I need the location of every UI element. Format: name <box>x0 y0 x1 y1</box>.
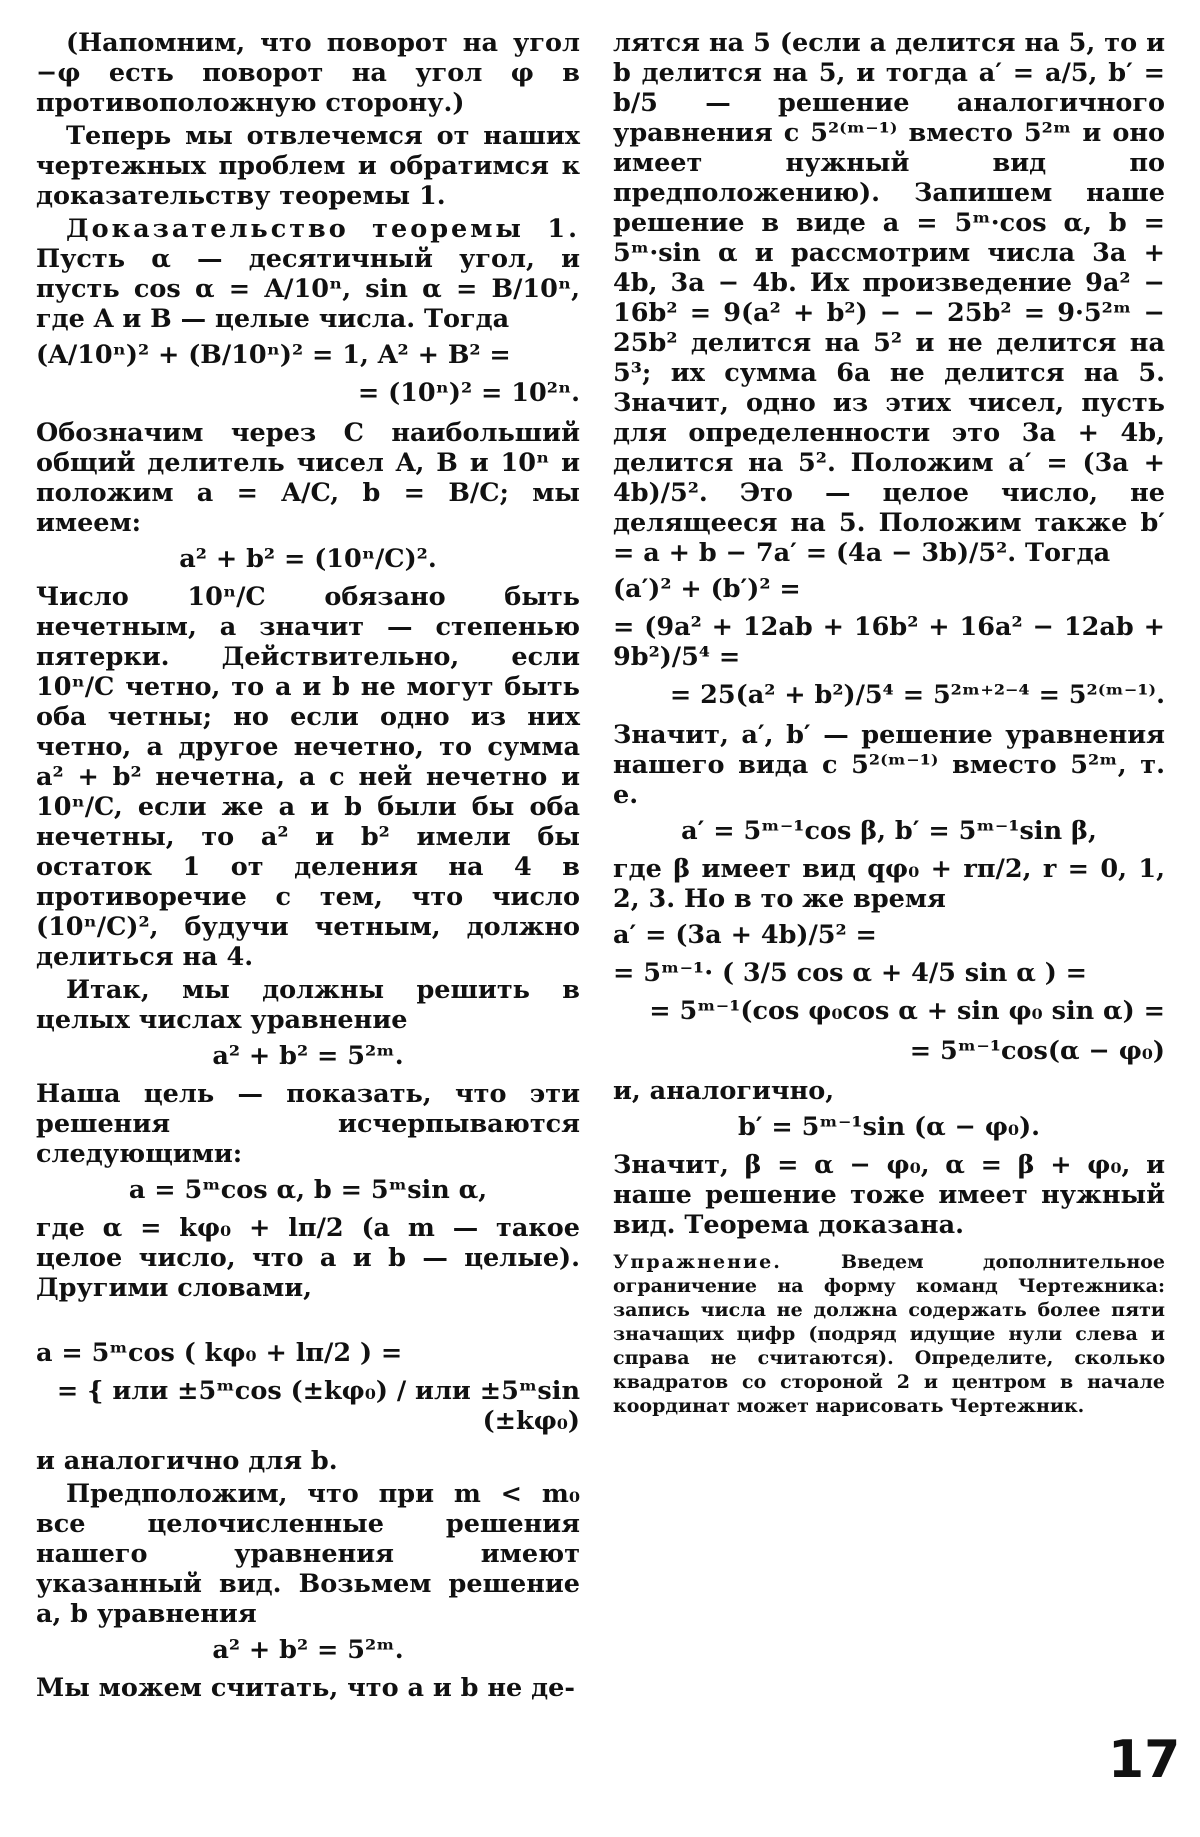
paragraph: и аналогично для b. <box>36 1446 338 1476</box>
paragraph-text: Пусть α — десятичный угол, и пусть cos α = A/10ⁿ, sin α = B/10ⁿ, где A и B — целые числа. Тогда <box>36 244 580 334</box>
paragraph: Итак, мы должны решить в целых числах уравнение <box>36 975 580 1035</box>
paragraph: Обозначим через C наибольший общий делитель чисел A, B и 10ⁿ и положим a = A/C, b = B/C; мы имеем: <box>36 418 580 538</box>
exercise-heading: Упражнение. <box>613 1251 782 1273</box>
equation: a′ = (3a + 4b)/5² = <box>613 920 877 950</box>
equation: a = 5ᵐcos ( kφ₀ + lπ/2 ) = <box>36 1338 403 1368</box>
paragraph: Теперь мы отвлечемся от наших чертежных проблем и обратимся к доказательству теоремы 1. <box>36 121 580 211</box>
spacer <box>36 1306 580 1332</box>
paragraph: Значит, a′, b′ — решение уравнения нашего вида с 5²⁽ᵐ⁻¹⁾ вместо 5²ᵐ, т. е. <box>613 720 1165 810</box>
equation: a² + b² = 5²ᵐ. <box>212 1041 404 1071</box>
paragraph: Число 10ⁿ/C обязано быть нечетным, а значит — степенью пятерки. Действительно, если 10ⁿ/C четно, то a и b не могут быть оба четны; но если одно из них четно, а другое нечетно, то сумма a² + b² нечетна, а с ней нечетно и 10ⁿ/C, если же a и b были бы оба нечетны, то a² и b² имели бы остаток 1 от деления на 4 в противоречие с тем, что число (10ⁿ/C)², будучи четным, должно делиться на 4. <box>36 582 580 972</box>
exercise-text: Введем дополнительное ограничение на форму команд Чертежника: запись числа не должна содержать более пяти значащих цифр (подряд идущие нули слева и справа не считаются). Определите, сколько квадратов со стороной 2 и центром в начале координат может нарисовать Чертежник. <box>613 1251 1165 1417</box>
proof-heading: Доказательство теоремы 1. <box>66 214 580 244</box>
page-number: 17 <box>1108 1730 1181 1790</box>
paragraph: Значит, β = α − φ₀, α = β + φ₀, и наше решение тоже имеет нужный вид. Теорема доказана. <box>613 1150 1165 1240</box>
paragraph: где β имеет вид qφ₀ + rπ/2, r = 0, 1, 2, 3. Но в то же время <box>613 854 1165 914</box>
equation: = { или ±5ᵐcos (±kφ₀) / или ±5ᵐsin (±kφ₀) <box>56 1376 580 1436</box>
equation: = 5ᵐ⁻¹cos(α − φ₀) <box>909 1036 1165 1066</box>
equation: = 5ᵐ⁻¹(cos φ₀cos α + sin φ₀ sin α) = <box>649 996 1165 1026</box>
exercise <box>613 1250 1165 1418</box>
paragraph: Мы можем считать, что a и b не де- <box>36 1673 575 1703</box>
equation: (a′)² + (b′)² = <box>613 574 801 604</box>
equation: a = 5ᵐcos α, b = 5ᵐsin α, <box>128 1175 488 1205</box>
paragraph: и, аналогично, <box>613 1076 835 1106</box>
equation: a² + b² = (10ⁿ/C)². <box>179 544 437 574</box>
equation: = (9a² + 12ab + 16b² + 16a² − 12ab + 9b²)/5⁴ = <box>613 612 1165 672</box>
left-column <box>36 28 580 1706</box>
right-column <box>613 28 1165 1421</box>
equation: a² + b² = 5²ᵐ. <box>212 1635 404 1665</box>
equation: b′ = 5ᵐ⁻¹sin (α − φ₀). <box>737 1112 1041 1142</box>
paragraph <box>36 214 580 334</box>
paragraph: лятся на 5 (если a делится на 5, то и b делится на 5, и тогда a′ = a/5, b′ = b/5 — решение аналогичного уравнения с 5²⁽ᵐ⁻¹⁾ вместо 5²ᵐ и оно имеет нужный вид по предположению). Запишем наше решение в виде a = 5ᵐ·cos α, b = 5ᵐ·sin α и рассмотрим числа 3a + 4b, 3a − 4b. Их произведение 9a² − 16b² = 9(a² + b²) − − 25b² = 9·5²ᵐ − 25b² делится на 5² и не делится на 5³; их сумма 6a не делится на 5. Значит, одно из этих чисел, пусть для определенности это 3a + 4b, делится на 5². Положим a′ = (3a + 4b)/5². Это — целое число, не делящееся на 5. Положим также b′ = a + b − 7a′ = (4a − 3b)/5². Тогда <box>613 28 1165 568</box>
paragraph: (Напомним, что поворот на угол −φ есть поворот на угол φ в противоположную сторону.) <box>36 28 580 118</box>
equation: = 25(a² + b²)/5⁴ = 5²ᵐ⁺²⁻⁴ = 5²⁽ᵐ⁻¹⁾. <box>669 680 1165 710</box>
paragraph: Предположим, что при m < m₀ все целочисленные решения нашего уравнения имеют указанный вид. Возьмем решение a, b уравнения <box>36 1479 580 1629</box>
equation: = (10ⁿ)² = 10²ⁿ. <box>357 378 580 408</box>
equation: a′ = 5ᵐ⁻¹cos β, b′ = 5ᵐ⁻¹sin β, <box>681 816 1097 846</box>
equation: = 5ᵐ⁻¹· ( 3/5 cos α + 4/5 sin α ) = <box>613 958 1088 988</box>
equation: (A/10ⁿ)² + (B/10ⁿ)² = 1, A² + B² = <box>36 340 511 370</box>
paragraph: Наша цель — показать, что эти решения исчерпываются следующими: <box>36 1079 580 1169</box>
paragraph: где α = kφ₀ + lπ/2 (a m — такое целое число, что a и b — целые). Другими словами, <box>36 1213 580 1303</box>
